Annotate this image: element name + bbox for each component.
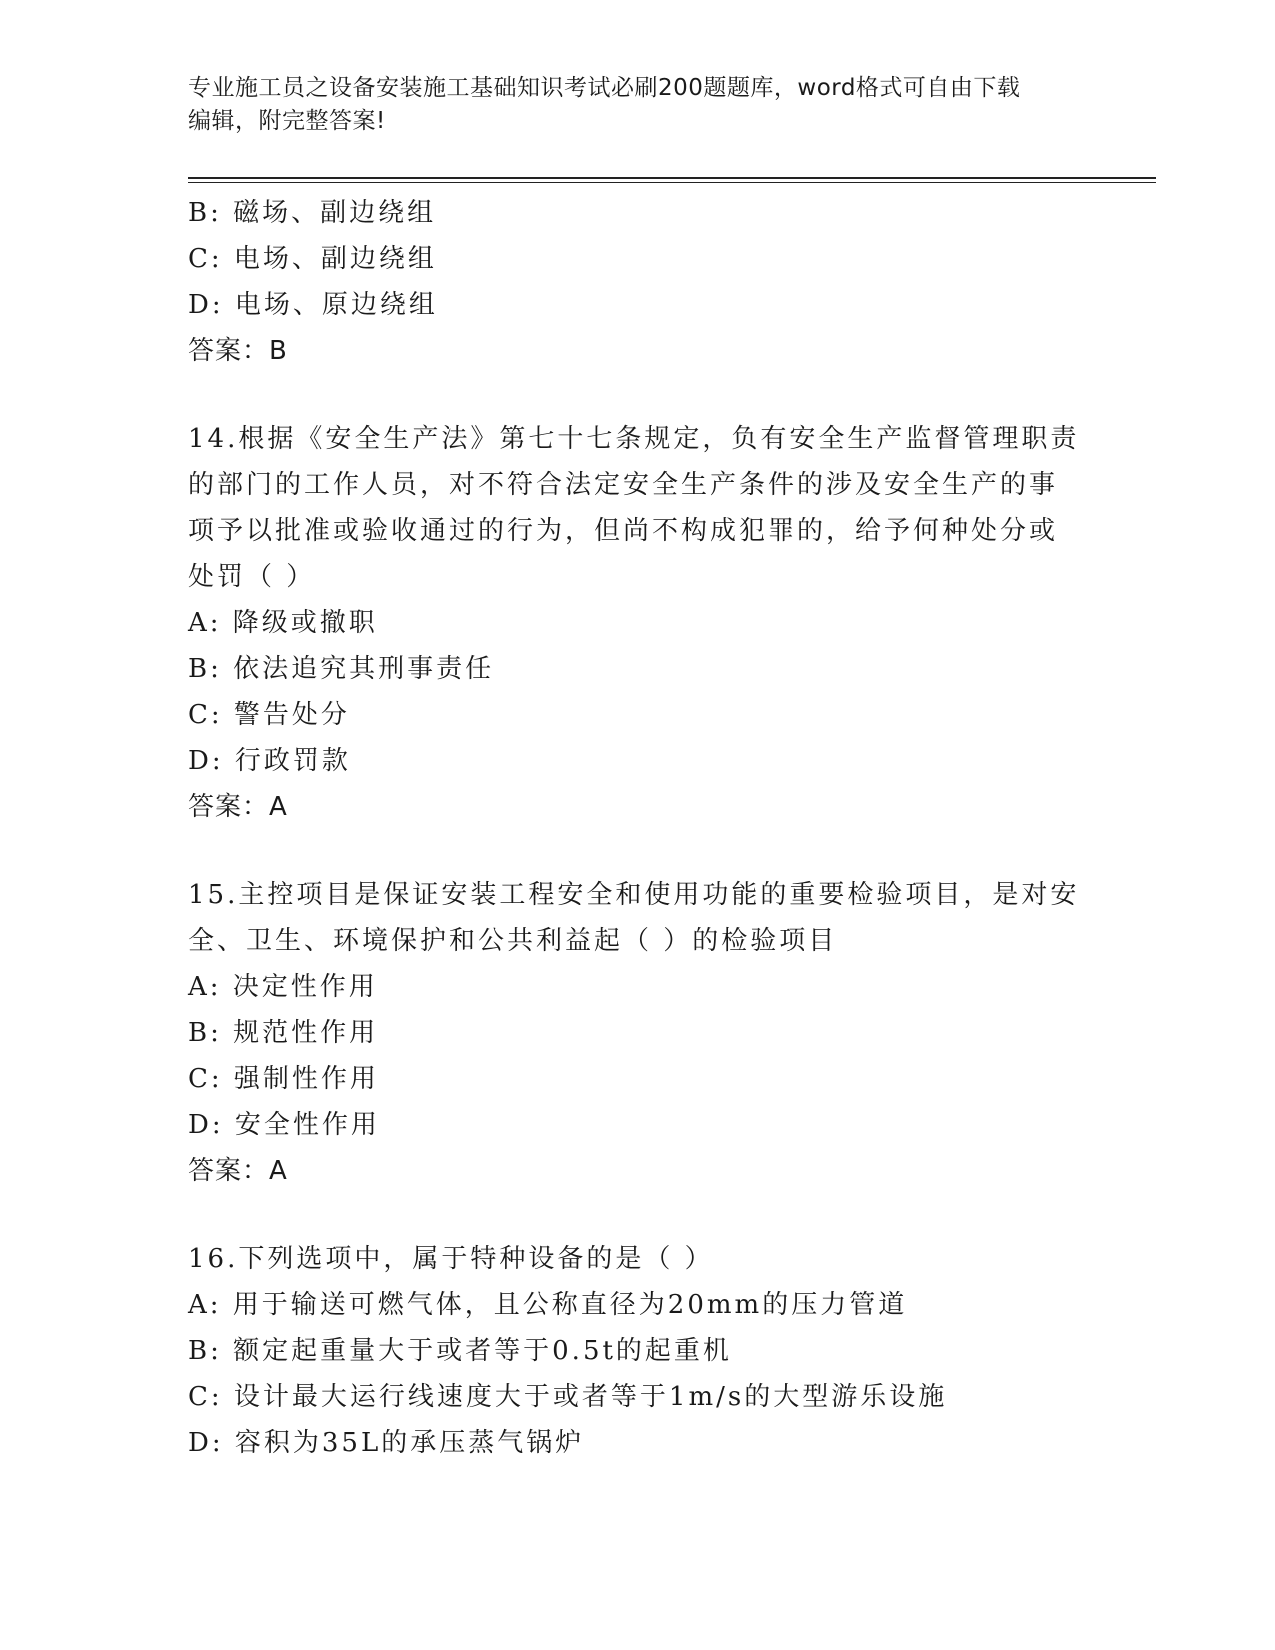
spacer [188,830,1068,872]
option-d: D: 电场、原边绕组 [188,290,438,320]
header-title-line-1: 专业施工员之设备安装施工基础知识考试必刷200题题库，word格式可自由下载 [188,75,1021,101]
question-content [188,190,1080,1466]
option-a: A: 降级或撤职 [188,608,378,638]
header-title-line-2: 编辑，附完整答案! [188,108,386,134]
option-d: D: 安全性作用 [188,1110,380,1140]
option-b: B: 规范性作用 [188,1018,379,1048]
option-d: D: 行政罚款 [188,746,351,776]
option-d: D: 容积为35L的承压蒸气锅炉 [188,1428,585,1458]
question-15 [188,872,1080,1194]
question-16 [188,1236,1068,1466]
question-stem-line: 14.根据《安全生产法》第七十七条规定，负有安全生产监督管理职责 [188,424,1080,454]
document-header [188,72,1088,138]
option-b: B: 依法追究其刑事责任 [188,654,495,684]
question-13-continued [188,190,1068,374]
header-divider-thin [188,182,1156,183]
header-divider-thick [188,177,1156,179]
spacer [188,374,1068,416]
spacer [188,1194,1068,1236]
question-stem-line: 项予以批准或验收通过的行为，但尚不构成犯罪的，给予何种处分或 [188,516,1059,546]
option-a: A: 用于输送可燃气体，且公称直径为20mm的压力管道 [188,1290,908,1320]
question-stem-line: 的部门的工作人员，对不符合法定安全生产条件的涉及安全生产的事 [188,470,1059,500]
question-14 [188,416,1080,830]
option-c: C: 电场、副边绕组 [188,244,437,274]
question-stem-line: 16.下列选项中，属于特种设备的是（ ） [188,1244,714,1274]
answer-line: 答案：A [188,792,288,822]
question-stem-line: 处罚（ ） [188,562,316,592]
option-b: B: 磁场、副边绕组 [188,198,437,228]
option-c: C: 强制性作用 [188,1064,379,1094]
question-stem-line: 15.主控项目是保证安装工程安全和使用功能的重要检验项目，是对安 [188,880,1080,910]
answer-line: 答案：B [188,336,288,366]
option-a: A: 决定性作用 [188,972,378,1002]
option-b: B: 额定起重量大于或者等于0.5t的起重机 [188,1336,732,1366]
answer-line: 答案：A [188,1156,288,1186]
question-stem-line: 全、卫生、环境保护和公共利益起（ ）的检验项目 [188,926,838,956]
option-c: C: 警告处分 [188,700,350,730]
option-c: C: 设计最大运行线速度大于或者等于1m/s的大型游乐设施 [188,1382,948,1412]
